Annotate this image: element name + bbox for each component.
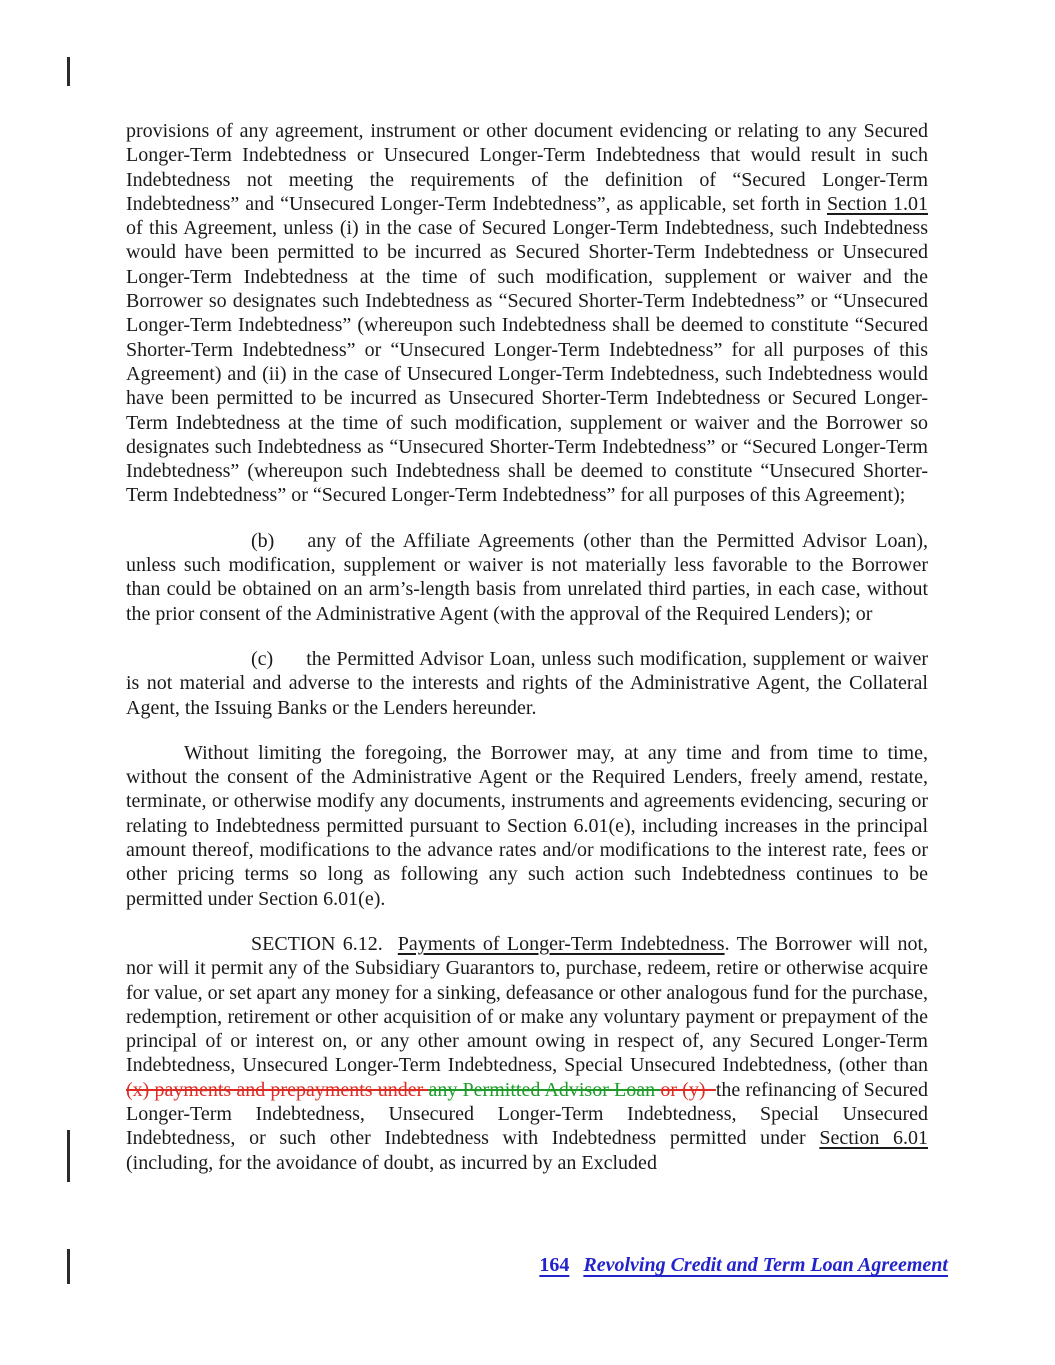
- change-bar-revision: [67, 1130, 70, 1182]
- clause-c-label: (c): [251, 647, 274, 670]
- clause-b-paragraph: [126, 529, 928, 626]
- paragraph-text: of this Agreement, unless (i) in the case of Secured Longer-Term Indebtedness, such Indebtedness would have been permitted to be incurred as Secured Shorter-Term Indebtedness or Unsecured Longer-Term Indebtedness at the time of such modification, supplement or waiver and the Borrower so designates such Indebtedness as “Secured Shorter-Term Indebtedness” or “Unsecured Longer-Term Indebtedness” (whereupon such Indebtedness shall be deemed to constitute “Secured Shorter-Term Indebtedness” or “Unsecured Longer-Term Indebtedness” for all purposes of this Agreement) and (ii) in the case of Unsecured Longer-Term Indebtedness, such Indebtedness would have been permitted to be incurred as Unsecured Shorter-Term Indebtedness or Secured Longer-Term Indebtedness at the time of such modification, supplement or waiver and the Borrower so designates such Indebtedness as “Unsecured Shorter-Term Indebtedness” or “Secured Longer-Term Indebtedness” (whereupon such Indebtedness shall be deemed to constitute “Unsecured Shorter-Term Indebtedness” or “Secured Longer-Term Indebtedness” for all purposes of this Agreement);: [126, 217, 928, 507]
- clause-c-paragraph: [126, 647, 928, 720]
- deleted-text-red: or (y): [660, 1078, 716, 1101]
- paragraph-text: . The Borrower will not, nor will it permit any of the Subsidiary Guarantors to, purchase, redeem, retire or otherwise acquire for value, or set apart any money for a sinking, defeasance or other analogous fund for the purchase, redemption, retirement or other acquisition of or make any voluntary payment or prepayment of the principal of or interest on, or any other amount owing in respect of, any Secured Longer-Term Indebtedness, Unsecured Longer-Term Indebtedness, Special Unsecured Indebtedness, (other than: [126, 932, 928, 1077]
- paragraph-text: Without limiting the foregoing, the Borrower may, at any time and from time to time, without the consent of the Administrative Agent or the Required Lenders, freely amend, restate, terminate, or otherwise modify any documents, instruments and agreements evidencing, securing or relating to Indebtedness permitted pursuant to Section 6.01(e), including increases in the principal amount thereof, modifications to the advance rates and/or modifications to the interest rate, fees or other pricing terms so long as following any such action such Indebtedness continues to be permitted under Section 6.01(e).: [126, 741, 928, 910]
- paragraph-text: provisions of any agreement, instrument or other document evidencing or relating to any Secured Longer-Term Indebtedness or Unsecured Longer-Term Indebtedness that would result in such Indebtedness not meeting the requirements of the definition of “Secured Longer-Term Indebtedness” and “Unsecured Longer-Term Indebtedness”, as applicable, set forth in: [126, 120, 928, 215]
- section-1-01-reference: Section 1.01: [827, 192, 928, 215]
- clause-b-text: any of the Affiliate Agreements (other than the Permitted Advisor Loan), unless such modification, supplement or waiver is not materially less favorable to the Borrower than could be obtained on an arm’s-length basis from unrelated third parties, in each case, without the prior consent of the Administrative Agent (with the approval of the Required Lenders); or: [126, 529, 928, 625]
- document-body: [126, 119, 928, 1175]
- paragraph-continuation: [126, 119, 928, 508]
- page-footer: [539, 1254, 948, 1277]
- without-limiting-paragraph: [126, 741, 928, 911]
- section-6-12-heading: SECTION 6.12.: [251, 932, 383, 955]
- paragraph-text: the refinancing of Secured Longer-Term Indebtedness, Unsecured Longer-Term Indebtedness, Special Unsecured Indebtedness, or such other Indebtedness with Indebtedness permitted under: [126, 1078, 929, 1150]
- change-bar-footer: [67, 1249, 70, 1284]
- clause-c-text: the Permitted Advisor Loan, unless such modification, supplement or waiver is not material and adverse to the interests and rights of the Administrative Agent, the Collateral Agent, the Issuing Banks or the Lenders hereunder.: [126, 647, 928, 719]
- deleted-text-red: (x) payments and prepayments under: [126, 1078, 429, 1101]
- paragraph-text: (including, for the avoidance of doubt, as incurred by an Excluded: [126, 1151, 657, 1174]
- section-6-12-paragraph: [126, 932, 928, 1175]
- section-6-01-reference: Section 6.01: [819, 1127, 928, 1150]
- change-bar-top: [67, 57, 70, 86]
- page-number-link[interactable]: 164: [539, 1254, 570, 1276]
- clause-b-label: (b): [251, 529, 275, 552]
- section-6-12-title: Payments of Longer-Term Indebtedness: [397, 932, 725, 955]
- deleted-text-green: any Permitted Advisor Loan: [428, 1078, 661, 1101]
- footer-document-title-link[interactable]: Revolving Credit and Term Loan Agreement: [583, 1254, 948, 1276]
